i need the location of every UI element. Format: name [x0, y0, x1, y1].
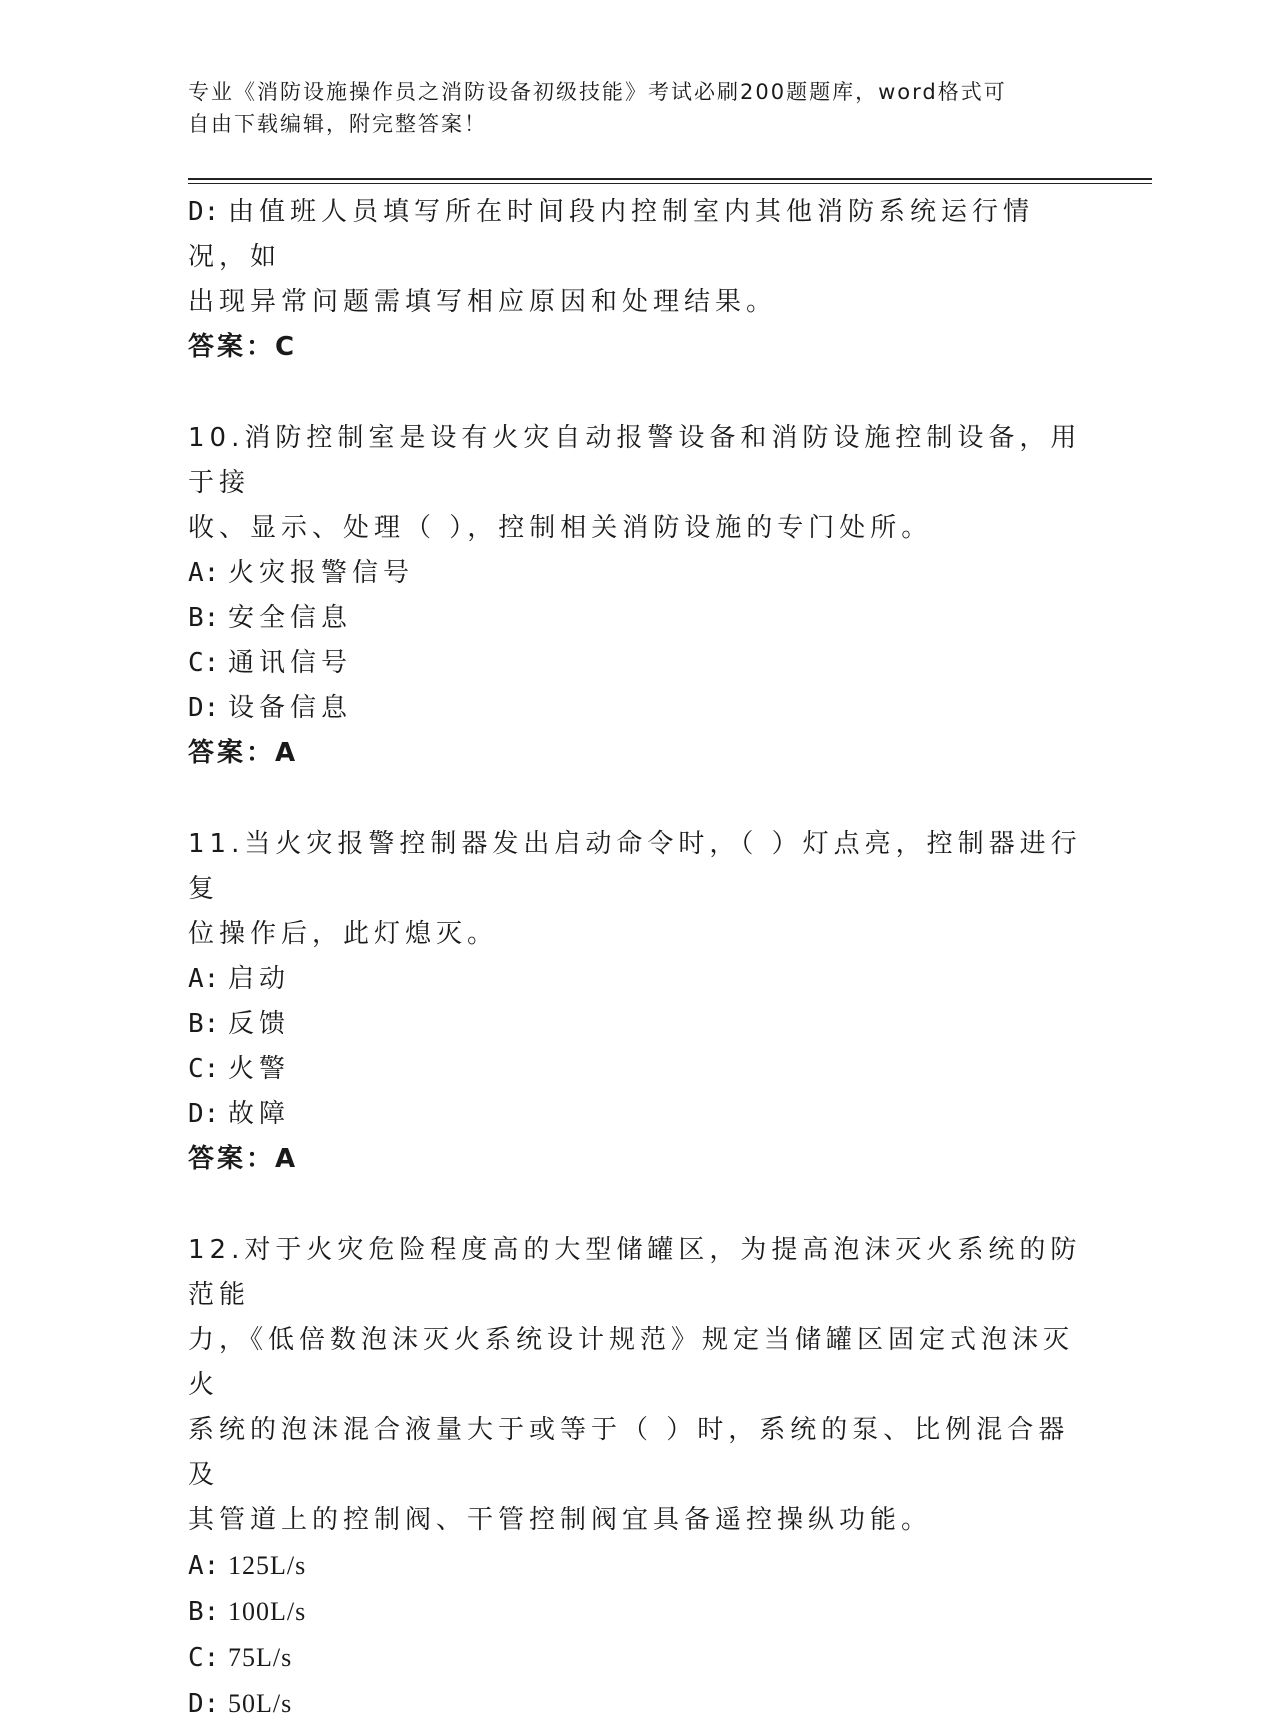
option-text-continued: 出现异常问题需填写相应原因和处理结果。 — [188, 287, 778, 317]
question-stem-line: 11.当火灾报警控制器发出启动命令时，（ ）灯点亮，控制器进行复 — [188, 829, 1082, 904]
option-a — [188, 1543, 1088, 1589]
option-a — [188, 551, 1088, 596]
option-c — [188, 641, 1088, 686]
option-d — [188, 1681, 1088, 1727]
question-stem-line: 其管道上的控制阀、干管控制阀宜具备遥控操纵功能。 — [188, 1505, 933, 1535]
option-label: B: — [188, 1009, 220, 1039]
option-text: 100L/s — [228, 1597, 307, 1626]
option-label: C: — [188, 648, 220, 678]
option-d — [188, 190, 1088, 280]
option-d — [188, 686, 1088, 731]
option-c — [188, 1047, 1088, 1092]
option-label: D: — [188, 1689, 220, 1719]
option-b — [188, 1589, 1088, 1635]
option-text: 设备信息 — [228, 693, 353, 723]
header-divider-thin — [188, 183, 1152, 184]
document-header — [188, 76, 1068, 140]
option-label: C: — [188, 1054, 220, 1084]
option-text: 火灾报警信号 — [228, 558, 415, 588]
option-label: A: — [188, 558, 220, 588]
question-10 — [188, 416, 1088, 776]
option-b — [188, 596, 1088, 641]
option-d — [188, 1092, 1088, 1137]
question-content — [188, 190, 1088, 1727]
option-c — [188, 1635, 1088, 1681]
option-text: 75L/s — [228, 1643, 293, 1672]
answer: 答案：A — [188, 738, 299, 768]
option-text: 50L/s — [228, 1689, 293, 1718]
question-stem-line: 12.对于火灾危险程度高的大型储罐区，为提高泡沫灭火系统的防范能 — [188, 1235, 1082, 1310]
option-b — [188, 1002, 1088, 1047]
answer: 答案：C — [188, 332, 298, 362]
option-text: 由值班人员填写所在时间段内控制室内其他消防系统运行情况，如 — [188, 197, 1035, 272]
option-label: A: — [188, 1551, 220, 1581]
question-stem-line: 系统的泡沫混合液量大于或等于（ ）时，系统的泵、比例混合器及 — [188, 1415, 1070, 1490]
option-text: 启动 — [228, 964, 291, 994]
option-label: B: — [188, 603, 220, 633]
question-stem-line: 10.消防控制室是设有火灾自动报警设备和消防设施控制设备，用于接 — [188, 423, 1082, 498]
answer: 答案：A — [188, 1144, 299, 1174]
header-line-2: 自由下载编辑，附完整答案！ — [188, 112, 487, 136]
header-line-1: 专业《消防设施操作员之消防设备初级技能》考试必刷200题题库，word格式可 — [188, 80, 1007, 104]
question-stem-line: 收、显示、处理（ ），控制相关消防设施的专门处所。 — [188, 513, 933, 543]
option-text: 安全信息 — [228, 603, 353, 633]
prev-question — [188, 190, 1088, 370]
question-11 — [188, 822, 1088, 1182]
option-text: 火警 — [228, 1054, 291, 1084]
question-stem-line: 位操作后，此灯熄灭。 — [188, 919, 499, 949]
question-stem-line: 力，《低倍数泡沫灭火系统设计规范》规定当储罐区固定式泡沫灭火 — [188, 1325, 1075, 1400]
question-12 — [188, 1228, 1088, 1727]
option-text: 故障 — [228, 1099, 291, 1129]
option-label: C: — [188, 1643, 220, 1673]
option-a — [188, 957, 1088, 1002]
option-label: D: — [188, 693, 220, 723]
option-text: 反馈 — [228, 1009, 291, 1039]
option-label: B: — [188, 1597, 220, 1627]
option-label: D: — [188, 197, 220, 227]
option-text: 通讯信号 — [228, 648, 353, 678]
option-label: A: — [188, 964, 220, 994]
option-label: D: — [188, 1099, 220, 1129]
header-divider-thick — [188, 178, 1152, 180]
option-text: 125L/s — [228, 1551, 307, 1580]
